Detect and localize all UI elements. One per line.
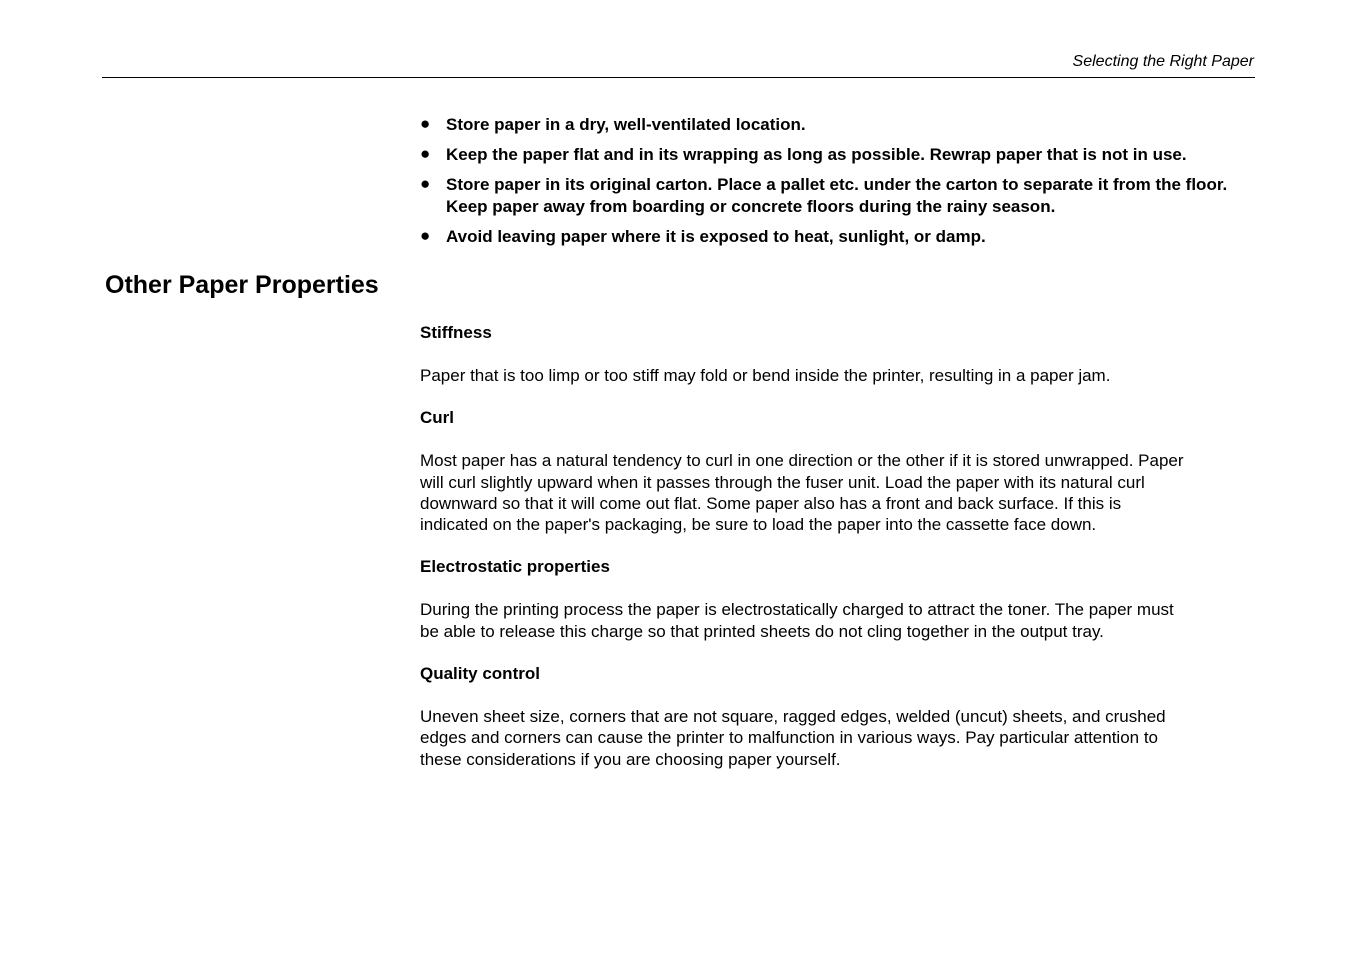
header-rule [102,77,1255,78]
bullet-item [420,174,1250,218]
bullet-text: Keep the paper flat and in its wrapping as long as possible. Rewrap paper that is not in use. [446,145,1187,164]
paragraph-line: During the printing process the paper is electrostatically charged to attract the toner. The paper must [420,600,1174,620]
quality-control-paragraph [420,706,1250,770]
paragraph-line: Uneven sheet size, corners that are not square, ragged edges, welded (uncut) sheets, and crushed [420,707,1166,727]
bullet-text: Store paper in its original carton. Place a pallet etc. under the carton to separate it from the floor. Keep paper away from boarding or concrete floors during the rainy season. [446,175,1228,216]
storage-bullet-list [420,114,1250,256]
running-header: Selecting the Right Paper [1072,53,1254,70]
subsection-heading-quality-control: Quality control [420,664,540,684]
bullet-text: Store paper in a dry, well-ventilated location. [446,115,806,134]
paragraph-line: these considerations if you are choosing paper yourself. [420,749,841,769]
bullet-icon: ● [420,226,431,245]
paragraph-line: Most paper has a natural tendency to curl in one direction or the other if it is stored unwrapped. Paper [420,451,1184,471]
subsection-heading-stiffness: Stiffness [420,323,492,342]
bullet-icon: ● [420,144,431,163]
section-heading: Other Paper Properties [105,271,379,299]
paragraph-line: indicated on the paper's packaging, be sure to load the paper into the cassette face down. [420,515,1097,535]
bullet-icon: ● [420,114,431,133]
paragraph-line: edges and corners can cause the printer to malfunction in various ways. Pay particular attention to [420,728,1159,748]
bullet-item [420,226,1250,248]
curl-paragraph [420,450,1250,535]
stiffness-paragraph: Paper that is too limp or too stiff may fold or bend inside the printer, resulting in a paper jam. [420,366,1111,385]
paragraph-line: downward so that it will come out flat. Some paper also has a front and back surface. If this is [420,493,1122,513]
subsection-heading-electrostatic: Electrostatic properties [420,557,610,577]
paragraph-line: be able to release this charge so that printed sheets do not cling together in the output tray. [420,621,1104,641]
bullet-icon: ● [420,174,431,193]
subsection-heading-curl: Curl [420,408,454,428]
section-content [420,322,1250,770]
electrostatic-paragraph [420,599,1250,642]
paragraph-line: will curl slightly upward when it passes through the fuser unit. Load the paper with its natural curl [420,472,1145,492]
bullet-text: Avoid leaving paper where it is exposed to heat, sunlight, or damp. [446,227,986,246]
bullet-item [420,114,1250,136]
bullet-item [420,144,1250,166]
